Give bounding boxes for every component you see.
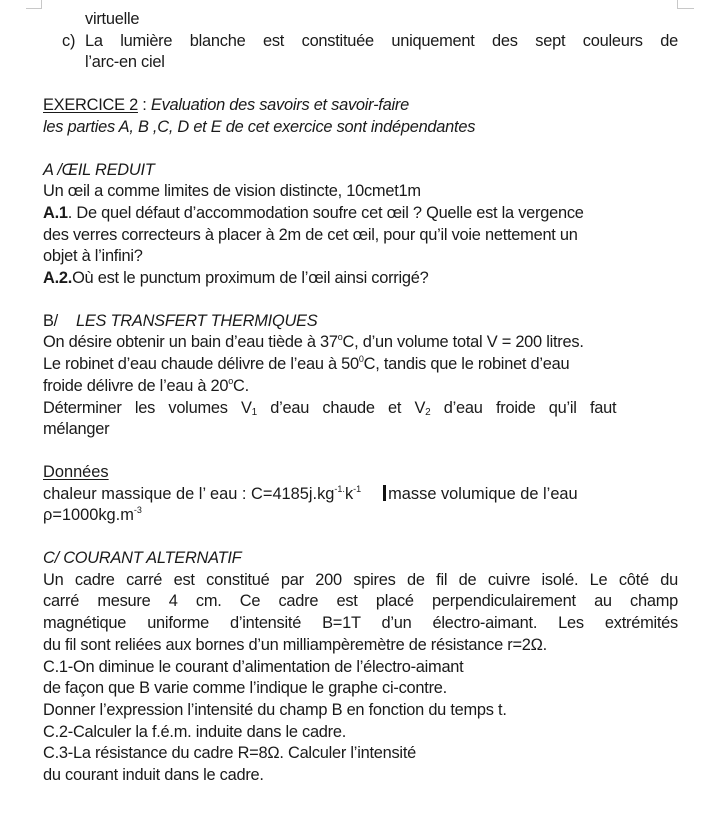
page-corner-mark-left	[26, 0, 42, 9]
page-corner-mark-right	[677, 0, 694, 9]
part-b-line-2	[43, 354, 678, 376]
donnees-heading: Données	[43, 462, 109, 481]
exponent: -3	[133, 505, 142, 516]
list-item-c	[43, 31, 678, 74]
part-a-intro: Un œil a comme limites de vision distincte, 10cmet1m	[43, 182, 421, 201]
spacer	[43, 527, 678, 548]
part-a-heading: A /ŒIL REDUIT	[43, 160, 155, 179]
text-segment: C.	[233, 376, 249, 395]
part-b-label: B/	[43, 311, 58, 330]
part-a-q1-line-1	[43, 203, 678, 225]
text-segment: d’eau froide qu’il faut	[430, 398, 617, 417]
exercise-label: EXERCICE 2	[43, 96, 138, 115]
text-segment: Le robinet d’eau chaude délivre de l’eau à 50	[43, 355, 359, 374]
exponent: -1.	[334, 483, 345, 494]
part-c-line-1: Un cadre carré est constitué par 200 spires de fil de cuivre isolé. Le côté du	[43, 570, 678, 589]
text-segment: On désire obtenir un bain d’eau tiède à 37	[43, 333, 338, 352]
degree-sup: 0	[358, 354, 364, 365]
part-b-line-3	[43, 376, 678, 398]
subscript-1: 1	[251, 406, 257, 418]
subscript-2: 2	[425, 406, 431, 418]
degree-sup: o	[228, 375, 234, 386]
spacer	[43, 139, 678, 160]
question-a1-text: . De quel défaut d’accommodation soufre cet œil ? Quelle est la vergence	[67, 203, 584, 222]
donnees-line-2	[43, 505, 678, 527]
density-label: masse volumique de l’eau	[388, 484, 578, 503]
spacer	[43, 441, 678, 462]
specific-heat-text: chaleur massique de l’ eau : C=4185j.kg	[43, 484, 335, 503]
exercise-title-line	[43, 95, 678, 117]
part-a-q1-line-2: des verres correcteurs à placer à 2m de cet œil, pour qu’il voie nettement un	[43, 225, 578, 244]
text-segment: C, d’un volume total V = 200 litres.	[342, 333, 584, 352]
question-c1-line-2: de façon que B varie comme l’indique le graphe ci-contre.	[43, 679, 447, 698]
part-b-heading	[43, 311, 678, 333]
exercise-separator: :	[137, 96, 151, 115]
part-c-line-2: carré mesure 4 cm. Ce cadre est placé perpendiculairement au champ	[43, 592, 678, 611]
list-marker-c: c)	[62, 31, 76, 50]
question-c3-line-1: C.3-La résistance du cadre R=8Ω. Calculer l’intensité	[43, 744, 416, 763]
part-b-line-1	[43, 332, 678, 354]
part-c-line-3: magnétique uniforme d’intensité B=1T d’un électro-aimant. Les extrémités	[43, 614, 678, 633]
text-segment: Déterminer les volumes V	[43, 398, 252, 417]
part-b-title: LES TRANSFERT THERMIQUES	[76, 311, 318, 330]
part-a-q2	[43, 268, 678, 290]
question-label-a1: A.1	[43, 203, 68, 222]
intro-line-virtuelle: virtuelle	[85, 10, 140, 28]
question-c2: C.2-Calculer la f.é.m. induite dans le cadre.	[43, 722, 347, 741]
text-cursor-bar	[383, 485, 386, 501]
question-c1-line-1: C.1-On diminue le courant d’alimentation de l’électro-aimant	[43, 657, 464, 676]
exercise-title: Evaluation des savoirs et savoir-faire	[150, 96, 409, 115]
donnees-line-1	[43, 484, 678, 506]
item-c-line-1: La lumière blanche est constituée uniquement des sept couleurs de	[85, 31, 678, 50]
question-c3-line-2: du courant induit dans le cadre.	[43, 766, 264, 785]
question-label-a2: A.2.	[43, 269, 73, 288]
part-b-line-4	[43, 398, 678, 420]
text-segment: C, tandis que le robinet d’eau	[363, 355, 570, 374]
density-text: ρ=1000kg.m	[43, 506, 134, 525]
exercise-subtitle: les parties A, B ,C, D et E de cet exercice sont indépendantes	[43, 117, 476, 136]
unit-k: k	[344, 484, 354, 503]
question-c1-line-3: Donner l’expression l’intensité du champ B en fonction du temps t.	[43, 700, 507, 719]
text-segment: froide délivre de l’eau à 20	[43, 376, 229, 395]
item-c-line-2: l’arc-en ciel	[85, 53, 165, 72]
exponent: -1	[353, 483, 362, 494]
part-c-line-4: du fil sont reliées aux bornes d’un milliampèremètre de résistance r=2Ω.	[43, 635, 547, 654]
document-page	[43, 9, 678, 787]
degree-sup: o	[337, 332, 343, 343]
part-c-heading: C/ COURANT ALTERNATIF	[43, 549, 242, 568]
text-segment: d’eau chaude et V	[256, 398, 426, 417]
part-a-q1-line-3: objet à l’infini?	[43, 247, 143, 266]
spacer	[43, 74, 678, 95]
spacer	[43, 290, 678, 311]
part-b-line-5: mélanger	[43, 420, 110, 439]
question-a2-text: Où est le punctum proximum de l’œil ainsi corrigé?	[72, 269, 429, 288]
